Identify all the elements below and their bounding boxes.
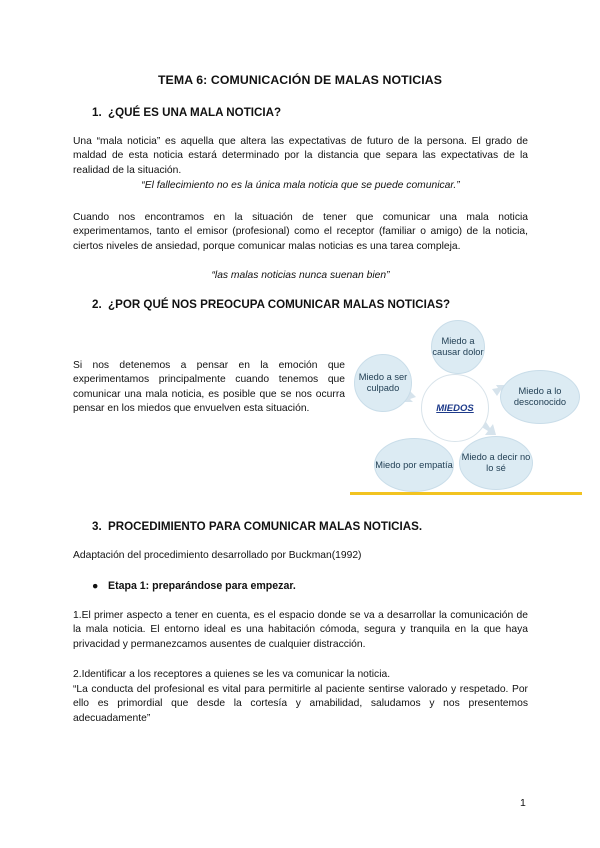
section-3-title: PROCEDIMIENTO PARA COMUNICAR MALAS NOTICIAS.	[108, 520, 423, 533]
diagram-node-empatia: Miedo por empatía	[374, 438, 454, 492]
section-3-intro: Adaptación del procedimiento desarrollado por Buckman(1992)	[73, 550, 362, 561]
section-2-heading	[92, 298, 450, 311]
section-1-title: ¿QUÉ ES UNA MALA NOTICIA?	[108, 106, 282, 119]
diagram-node-decir-no-lo-se: Miedo a decir no lo sé	[459, 436, 533, 490]
section-2-title: ¿POR QUÉ NOS PREOCUPA COMUNICAR MALAS NOTICIAS?	[108, 298, 451, 311]
section-3-heading	[92, 520, 422, 533]
diagram-underline	[350, 492, 582, 495]
stage-1-bullet	[92, 580, 296, 592]
section-3-point-2-title: 2.Identificar a los receptores a quienes se les va comunicar la noticia.	[73, 669, 391, 680]
diagram-node-desconocido: Miedo a lo desconocido	[500, 370, 580, 424]
section-3-point-2-quote: “La conducta del profesional es vital para permitirle al paciente sentirse valorado y respetado. Por ello es primordial que desde la cortesía y amabilidad, saludamos y nos presentemos adecuadamente”	[73, 684, 528, 724]
page-title: TEMA 6: COMUNICACIÓN DE MALAS NOTICIAS	[157, 73, 443, 87]
diagram-node-causar-dolor: Miedo a causar dolor	[431, 320, 485, 374]
section-1-quote-2: “las malas noticias nunca suenan bien”	[211, 270, 390, 281]
section-3-point-1: 1.El primer aspecto a tener en cuenta, es el espacio donde se va a desarrollar la comunicación de la mala noticia. El entorno ideal es una habitación cómoda, segura y tranquila en la que haya privacidad y permanezcamos ausentes de cualquier distracción.	[73, 610, 528, 650]
diagram-center-miedos: MIEDOS	[421, 374, 489, 442]
stage-1-title: Etapa 1: preparándose para empezar.	[108, 580, 296, 592]
section-1-number: 1.	[92, 106, 102, 119]
fears-diagram	[350, 316, 582, 498]
section-1-paragraph-1: Una “mala noticia” es aquella que altera las expectativas de futuro de la persona. El grado de maldad de esta noticia estará determinado por la distancia que separa las expectativas de la realidad de la situación.	[73, 136, 528, 176]
section-2-number: 2.	[92, 298, 102, 311]
section-1-heading	[92, 106, 281, 119]
page-number: 1	[520, 797, 526, 809]
diagram-node-ser-culpado: Miedo a ser culpado	[354, 354, 412, 412]
section-3-number: 3.	[92, 520, 102, 533]
section-1-quote-1: “El fallecimiento no es la única mala noticia que se puede comunicar.”	[141, 180, 460, 191]
section-2-paragraph: Si nos detenemos a pensar en la emoción que experimentamos principalmente cuando tenemos que comunicar una mala noticia, es posible que se nos ocurra pensar en los miedos que envuelven esta situación.	[73, 360, 345, 415]
section-1-paragraph-2: Cuando nos encontramos en la situación de tener que comunicar una mala noticia experimentamos, tanto el emisor (profesional) como el receptor (familiar o amigo) de la noticia, ciertos niveles de ansiedad, porque comunicar malas noticias es una tarea compleja.	[73, 212, 528, 252]
bullet-marker: ●	[92, 580, 99, 592]
